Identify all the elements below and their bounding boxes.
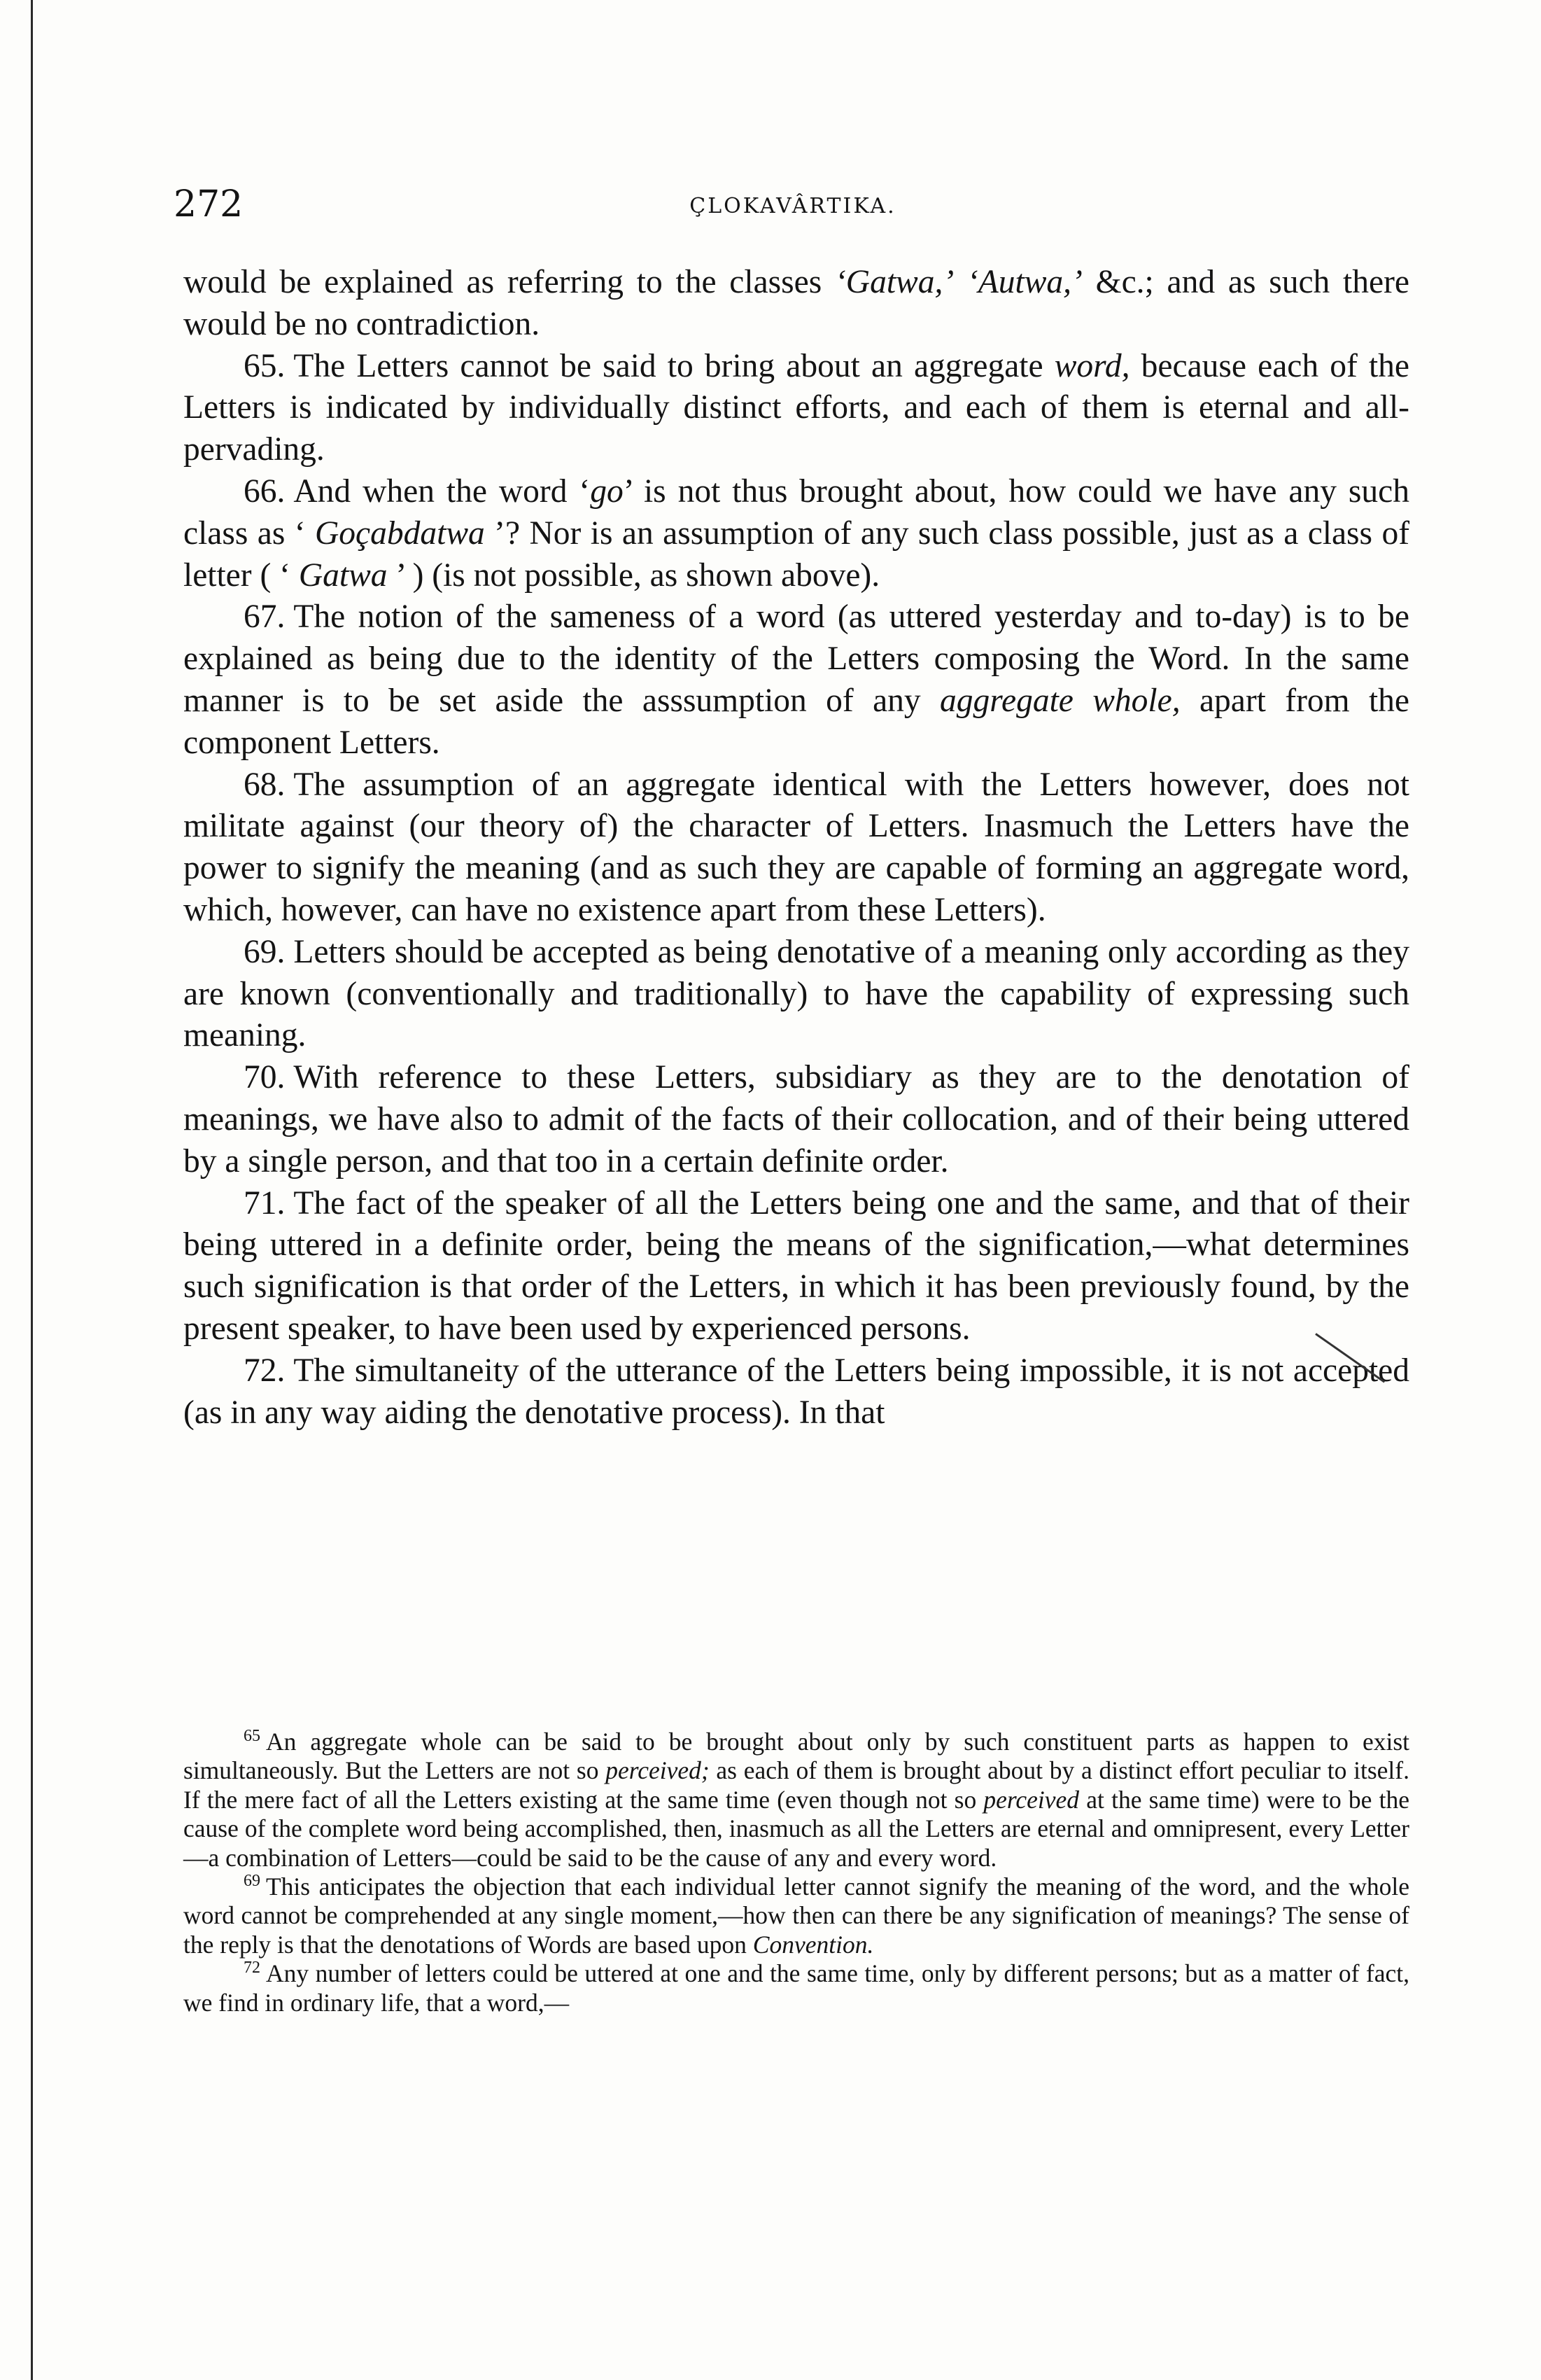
verse-68: 68. The assumption of an aggregate identical with the Letters however, does not militate against (our theory of) the character of Letters. Inasmuch the Letters have the power to signify the meaning (and as such they are capable of forming an aggregate word, which, however, can have no existence apart from these Letters). bbox=[183, 766, 1409, 928]
verse-71: 71. The fact of the speaker of all the Letters being one and the same, and that of their being uttered in a definite order, being the means of the signification,—what determines such signification is that order of the Letters, in which it has been previously found, by the present speaker, to have been used by experienced persons. bbox=[183, 1184, 1409, 1347]
verse-number: 67. bbox=[244, 598, 286, 636]
binding-edge-line bbox=[31, 0, 33, 2380]
verse-number: 68. bbox=[244, 766, 286, 803]
verse-65: 65. The Letters cannot be said to bring about an aggregate word, because each of the Letters is indicated by individually distinct efforts, and each of them is eternal and all-pervading. bbox=[183, 347, 1410, 468]
footnote-number: 69 bbox=[244, 1872, 260, 1891]
footnotes bbox=[183, 1728, 1409, 2017]
main-text bbox=[183, 262, 1409, 1434]
footnote-69: $^{69}$ This anticipates the objection that each individual letter cannot signify the meaning of the word, and the whole word cannot be comprehended at any single moment,—how then can there be any signification of meanings? The sense of the reply is that the denotations of Words are based upon Convention. bbox=[183, 1872, 1409, 1959]
footnote-72: $^{72}$ Any number of letters could be uttered at one and the same time, only by different persons; but as a matter of fact, we find in ordinary life, that a word,— bbox=[183, 1959, 1409, 2017]
verse-number: 72. bbox=[244, 1352, 286, 1389]
page-number: 272 bbox=[174, 183, 244, 225]
verse-66: 66. And when the word ‘go’ is not thus brought about, how could we have any such class as ‘ Goçabdatwa ’? Nor is an assumption of any such class possible, just as a class of letter ( ‘ Gatwa ’ ) (is not possible, as shown above). bbox=[183, 472, 1410, 594]
verse-number: 70. bbox=[244, 1059, 286, 1096]
footnote-number: 65 bbox=[244, 1727, 260, 1746]
verse-number: 71. bbox=[244, 1184, 286, 1222]
paragraph-continued: would be explained as referring to the classes ‘Gatwa,’ ‘Autwa,’ &c.; and as such there would be no contradiction. bbox=[183, 264, 1409, 342]
footnote-65: $^{65}$ An aggregate whole can be said to be brought about only by such constituent parts as happen to exist simultaneously. But the Letters are not so perceived; as each of them is brought about by a distinct effort peculiar to itself. If the mere fact of all the Letters existing at the same time (even though not so perceived at the same time) were to be the cause of the complete word being accomplished, then, inasmuch as all the Letters are eternal and omnipresent, every Letter—a combination of Letters—could be said to be the cause of any and every word. bbox=[183, 1727, 1409, 1872]
verse-number: 65. bbox=[244, 347, 286, 384]
verse-70: 70. With reference to these Letters, subsidiary as they are to the denotation of meanings, we have also to admit of the facts of their collocation, and of their being uttered by a single person, and that too in a certain definite order. bbox=[183, 1059, 1409, 1180]
verse-number: 66. bbox=[244, 472, 286, 510]
verse-69: 69. Letters should be accepted as being denotative of a meaning only according as they are known (conventionally and traditionally) to have the capability of expressing such meaning. bbox=[183, 933, 1409, 1054]
running-head: ÇLOKAVÂRTIKA. bbox=[689, 194, 896, 218]
verse-67: 67. The notion of the sameness of a word (as uttered yesterday and to-day) is to be explained as being due to the identity of the Letters composing the Word. In the same manner is to be set aside the asssumption of any aggregate whole, apart from the component Letters. bbox=[183, 598, 1409, 761]
page-header bbox=[174, 183, 1412, 225]
verse-72: 72. The simultaneity of the utterance of the Letters being impossible, it is not accepted (as in any way aiding the denotative process). In that bbox=[183, 1352, 1409, 1431]
verse-number: 69. bbox=[244, 933, 286, 970]
footnote-number: 72 bbox=[244, 1959, 260, 1977]
